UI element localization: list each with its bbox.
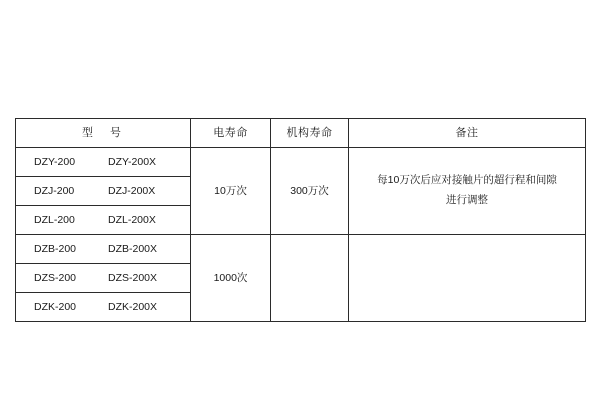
model-cell	[16, 293, 191, 322]
mechanical-life-group-2-empty	[271, 235, 349, 322]
column-header-mechanical-life: 机构寿命	[271, 119, 349, 148]
model-code-secondary: DZK-200X	[108, 300, 158, 313]
model-code-primary: DZY-200	[34, 155, 76, 168]
spec-table	[15, 118, 586, 322]
electrical-life-group-1: 10万次	[191, 148, 271, 235]
remark-group-1	[349, 148, 586, 235]
remark-line-1: 每10万次后应对接触片的超行程和间隙	[377, 174, 557, 187]
model-code-primary: DZJ-200	[34, 184, 75, 197]
model-cell	[16, 206, 191, 235]
mechanical-life-group-1: 300万次	[271, 148, 349, 235]
model-code-secondary: DZJ-200X	[108, 184, 156, 197]
table-row	[16, 235, 586, 264]
model-code-secondary: DZB-200X	[108, 242, 158, 255]
model-cell	[16, 177, 191, 206]
model-cell	[16, 148, 191, 177]
spec-table-container	[15, 118, 585, 322]
column-header-remark: 备注	[349, 119, 586, 148]
model-code-primary: DZL-200	[34, 213, 75, 226]
model-code-secondary: DZS-200X	[108, 271, 158, 284]
remark-line-2: 进行调整	[446, 194, 488, 206]
column-header-electrical-life: 电寿命	[191, 119, 271, 148]
model-code-secondary: DZL-200X	[108, 213, 156, 226]
electrical-life-group-2: 1000次	[191, 235, 271, 322]
model-code-secondary: DZY-200X	[108, 155, 157, 168]
column-header-model: 型 号	[16, 119, 191, 148]
model-code-primary: DZB-200	[34, 242, 77, 255]
model-code-primary: DZS-200	[34, 271, 77, 284]
model-cell	[16, 264, 191, 293]
table-header-row	[16, 119, 586, 148]
model-code-primary: DZK-200	[34, 300, 77, 313]
model-cell	[16, 235, 191, 264]
remark-group-2-empty	[349, 235, 586, 322]
table-row	[16, 148, 586, 177]
